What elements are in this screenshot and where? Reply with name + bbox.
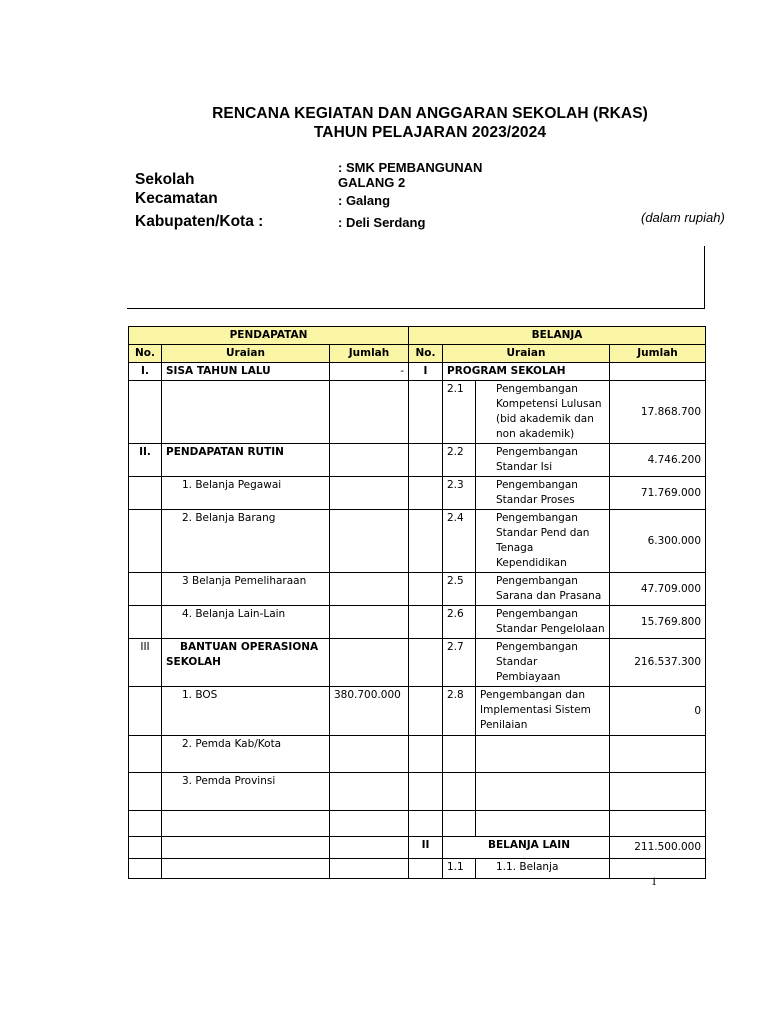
left-jumlah	[330, 444, 409, 477]
belanja-header: BELANJA	[409, 327, 706, 345]
kecamatan-label: Kecamatan	[135, 190, 218, 207]
right-uraian: Pengembangan Sarana dan Prasana	[476, 573, 610, 606]
left-no	[129, 773, 162, 811]
table-row	[129, 773, 706, 811]
col-no-right: No.	[409, 345, 443, 363]
left-jumlah	[330, 773, 409, 811]
right-no	[409, 687, 443, 736]
page-subtitle: TAHUN PELAJARAN 2023/2024	[313, 124, 547, 141]
right-uraian	[476, 773, 610, 811]
right-uraian: Pengembangan Standar Pengelolaan	[476, 606, 610, 639]
kecamatan-value: : Galang	[338, 193, 391, 208]
right-no: I	[409, 363, 443, 381]
right-uraian: BELANJA LAIN	[443, 837, 610, 859]
left-jumlah	[330, 381, 409, 444]
right-no	[409, 477, 443, 510]
right-no	[409, 444, 443, 477]
left-jumlah: 380.700.000	[330, 687, 409, 736]
right-jumlah: 4.746.200	[610, 444, 706, 477]
left-jumlah	[330, 736, 409, 773]
left-no	[129, 859, 162, 879]
left-uraian: 1. BOS	[162, 687, 330, 736]
table-row	[129, 639, 706, 687]
table-row	[129, 510, 706, 573]
right-jumlah: 0	[610, 687, 706, 736]
kabupaten-label: Kabupaten/Kota :	[135, 213, 264, 230]
left-uraian: 2. Pemda Kab/Kota	[162, 736, 330, 773]
right-uraian: Pengembangan Standar Pend dan Tenaga Kependidikan	[476, 510, 610, 573]
left-no: I.	[129, 363, 162, 381]
right-no: II	[409, 837, 443, 859]
left-jumlah	[330, 811, 409, 837]
left-uraian	[162, 811, 330, 837]
left-no: III	[129, 639, 162, 687]
sekolah-value-line2: GALANG 2	[338, 175, 406, 190]
right-jumlah: 6.300.000	[610, 510, 706, 573]
right-jumlah	[610, 773, 706, 811]
left-jumlah	[330, 510, 409, 573]
left-no	[129, 573, 162, 606]
right-subno: 2.6	[443, 606, 476, 639]
col-no-left: No.	[129, 345, 162, 363]
right-jumlah	[610, 363, 706, 381]
right-subno: 2.8	[443, 687, 476, 736]
left-uraian	[162, 837, 330, 859]
right-uraian: Pengembangan Standar Pembiayaan	[476, 639, 610, 687]
left-no	[129, 687, 162, 736]
left-no	[129, 381, 162, 444]
right-subno	[443, 736, 476, 773]
table-row	[129, 837, 706, 859]
right-jumlah: 71.769.000	[610, 477, 706, 510]
right-jumlah: 17.868.700	[610, 381, 706, 444]
left-no	[129, 837, 162, 859]
left-uraian: 3. Pemda Provinsi	[162, 773, 330, 811]
left-uraian: 2. Belanja Barang	[162, 510, 330, 573]
left-uraian: 4. Belanja Lain-Lain	[162, 606, 330, 639]
right-no	[409, 639, 443, 687]
left-jumlah: -	[330, 363, 409, 381]
right-uraian: Pengembangan Standar Proses	[476, 477, 610, 510]
kabupaten-value: : Deli Serdang	[338, 215, 426, 230]
right-uraian: Pengembangan Standar Isi	[476, 444, 610, 477]
right-jumlah	[610, 811, 706, 837]
table-row	[129, 736, 706, 773]
table-row	[129, 444, 706, 477]
sekolah-label: Sekolah	[135, 171, 195, 188]
right-subno: 2.1	[443, 381, 476, 444]
table-row	[129, 477, 706, 510]
table-row	[129, 606, 706, 639]
right-no	[409, 573, 443, 606]
right-subno: 2.5	[443, 573, 476, 606]
left-jumlah	[330, 837, 409, 859]
right-no	[409, 773, 443, 811]
right-jumlah: 211.500.000	[610, 837, 706, 859]
right-subno: 1.1	[443, 859, 476, 879]
page-title: RENCANA KEGIATAN DAN ANGGARAN SEKOLAH (RKAS)	[212, 105, 648, 122]
left-jumlah	[330, 606, 409, 639]
left-uraian: 3 Belanja Pemeliharaan	[162, 573, 330, 606]
left-uraian	[162, 381, 330, 444]
table-row	[129, 687, 706, 736]
right-uraian: 1.1. Belanja	[476, 859, 610, 879]
col-jumlah-left: Jumlah	[330, 345, 409, 363]
left-uraian: SISA TAHUN LALU	[162, 363, 330, 381]
currency-note: (dalam rupiah)	[641, 210, 725, 225]
page-number: 1	[651, 874, 657, 888]
left-no	[129, 811, 162, 837]
left-jumlah	[330, 477, 409, 510]
table-row	[129, 381, 706, 444]
left-no	[129, 477, 162, 510]
right-jumlah	[610, 859, 706, 879]
left-jumlah	[330, 573, 409, 606]
pendapatan-header: PENDAPATAN	[129, 327, 409, 345]
right-no	[409, 510, 443, 573]
right-uraian: PROGRAM SEKOLAH	[443, 363, 610, 381]
right-no	[409, 736, 443, 773]
right-subno: 2.2	[443, 444, 476, 477]
right-subno: 2.4	[443, 510, 476, 573]
right-no	[409, 859, 443, 879]
right-subno: 2.7	[443, 639, 476, 687]
sekolah-value-line1: : SMK PEMBANGUNAN	[338, 160, 483, 175]
table-row	[129, 573, 706, 606]
right-uraian	[476, 736, 610, 773]
left-no	[129, 736, 162, 773]
left-uraian: PENDAPATAN RUTIN	[162, 444, 330, 477]
right-no	[409, 606, 443, 639]
right-subno	[443, 811, 476, 837]
col-uraian-right: Uraian	[443, 345, 610, 363]
table-row	[129, 811, 706, 837]
right-uraian	[476, 811, 610, 837]
col-jumlah-right: Jumlah	[610, 345, 706, 363]
left-jumlah	[330, 639, 409, 687]
left-uraian	[162, 859, 330, 879]
left-no	[129, 606, 162, 639]
table-row	[129, 859, 706, 879]
right-jumlah: 47.709.000	[610, 573, 706, 606]
left-uraian: 1. Belanja Pegawai	[162, 477, 330, 510]
right-uraian: Pengembangan Kompetensi Lulusan (bid akademik dan non akademik)	[476, 381, 610, 444]
box-vertical-divider	[704, 246, 705, 309]
col-uraian-left: Uraian	[162, 345, 330, 363]
left-no	[129, 510, 162, 573]
right-no	[409, 811, 443, 837]
right-no	[409, 381, 443, 444]
box-horizontal-divider	[127, 308, 705, 309]
right-subno	[443, 773, 476, 811]
left-jumlah	[330, 859, 409, 879]
rkas-table	[128, 326, 706, 879]
right-uraian: Pengembangan dan Implementasi Sistem Penilaian	[476, 687, 610, 736]
right-jumlah: 15.769.800	[610, 606, 706, 639]
right-subno: 2.3	[443, 477, 476, 510]
right-jumlah: 216.537.300	[610, 639, 706, 687]
table-row	[129, 363, 706, 381]
right-jumlah	[610, 736, 706, 773]
left-no: II.	[129, 444, 162, 477]
left-uraian: BANTUAN OPERASIONA SEKOLAH	[162, 639, 330, 687]
